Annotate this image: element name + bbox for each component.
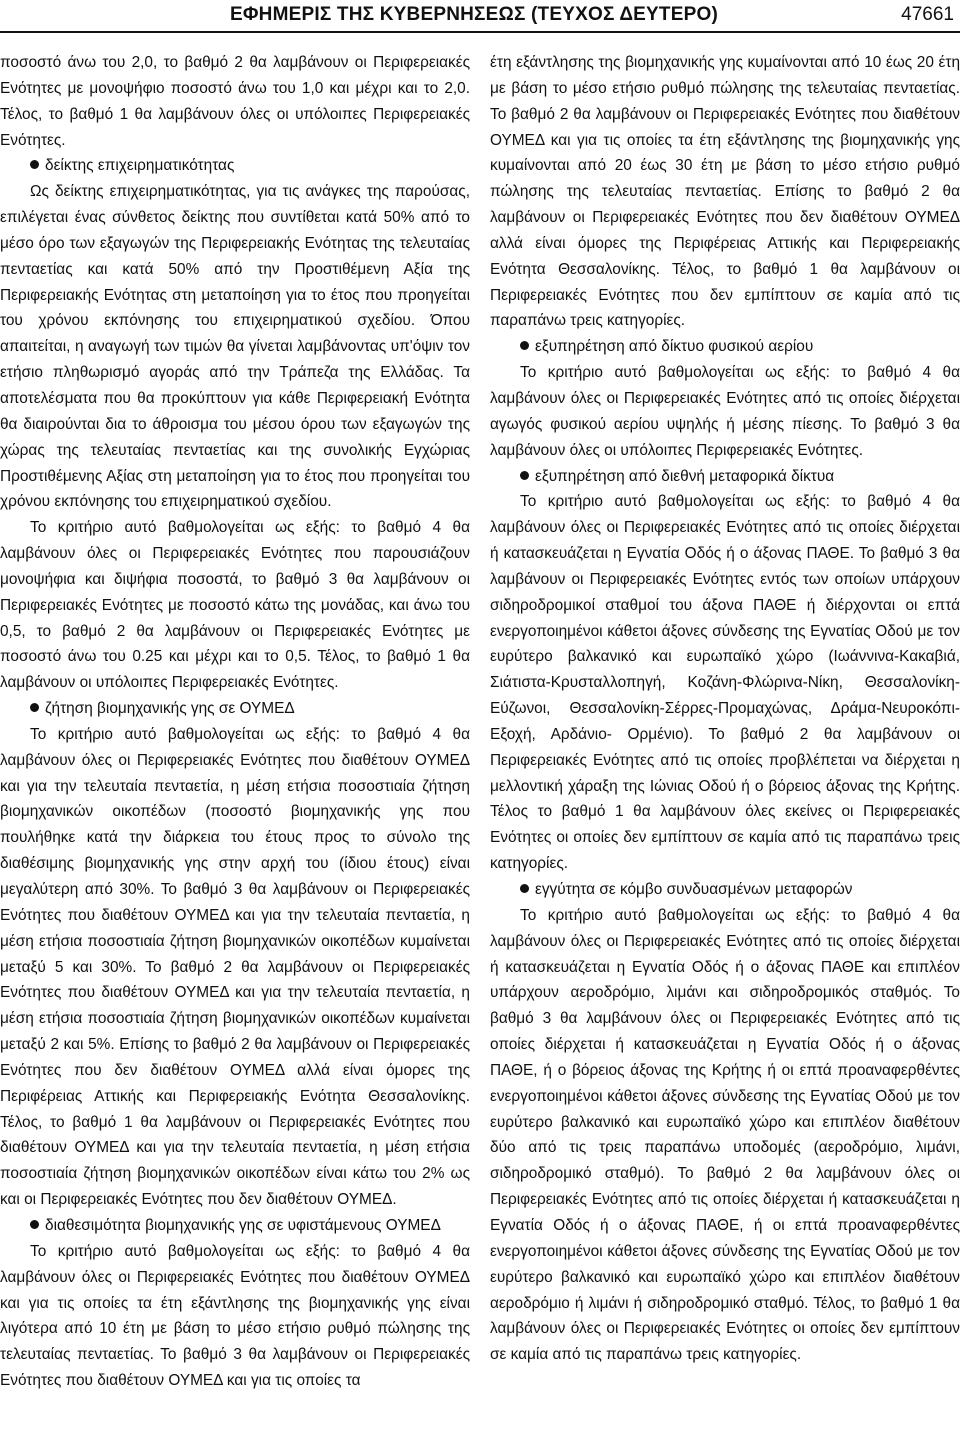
criterion-heading bbox=[0, 1213, 470, 1239]
criterion-heading bbox=[0, 153, 470, 179]
criterion-heading-text: διαθεσιμότητα βιομηχανικής γης σε υφιστάμενους ΟΥΜΕΔ bbox=[45, 1216, 441, 1234]
page-header bbox=[0, 0, 960, 34]
bullet-icon bbox=[30, 160, 39, 169]
right-column bbox=[490, 50, 960, 1368]
body-paragraph: ποσοστό άνω του 2,0, το βαθμό 2 θα λαμβάνουν οι Περιφερειακές Ενότητες με μονοψήφιο ποσοστό άνω του 1,0 και μέχρι και το 2,0. Τέλος, το βαθμό 1 θα λαμβάνουν όλες οι υπόλοιπες Περιφερειακές Ενότητες. bbox=[0, 54, 470, 149]
page-number: 47661 bbox=[901, 4, 954, 25]
bullet-icon bbox=[30, 1220, 39, 1229]
body-paragraph: έτη εξάντλησης της βιομηχανικής γης κυμαίνονται από 10 έως 20 έτη με βάση το μέσο ετήσιο ρυθμό πώλησης της τελευταίας πενταετίας. Το βαθμό 2 θα λαμβάνουν οι Περιφερειακές Ενότητες που διαθέτουν ΟΥΜΕΔ και για τις οποίες τα έτη εξάντλησης της βιομηχανικής γης κυμαίνονται από 20 έως 30 έτη με βάση το μέσο ετήσιο ρυθμό πώλησης της τελευταίας πενταετίας. Επίσης το βαθμό 2 θα λαμβάνουν οι Περιφερειακές Ενότητες που δεν διαθέτουν ΟΥΜΕΔ αλλά είναι όμορες της Περιφέρειας Αττικής και Περιφερειακής Ενότητα Θεσσαλονίκης. Τέλος, το βαθμό 1 θα λαμβάνουν οι Περιφερειακές Ενότητες που δεν εμπίπτουν σε καμία από τις παραπάνω τρεις κατηγορίες. bbox=[490, 54, 960, 330]
body-paragraph: Το κριτήριο αυτό βαθμολογείται ως εξής: το βαθμό 4 θα λαμβάνουν όλες οι Περιφερειακές Ενότητες από τις οποίες διέρχεται αγωγός φυσικού αερίου υψηλής ή μέσης πίεσης. Το βαθμό 3 θα λαμβάνουν όλες οι υπόλοιπες Περιφερειακές Ενότητες. bbox=[490, 364, 960, 459]
gazette-title: ΕΦΗΜΕΡΙΣ ΤΗΣ ΚΥΒΕΡΝΗΣΕΩΣ (ΤΕΥΧΟΣ ΔΕΥΤΕΡΟ) bbox=[230, 4, 718, 25]
criterion-heading bbox=[0, 696, 470, 722]
body-paragraph: Το κριτήριο αυτό βαθμολογείται ως εξής: το βαθμό 4 θα λαμβάνουν όλες οι Περιφερειακές Ενότητες από τις οποίες διέρχεται ή κατασκευάζεται η Εγνατία Οδός ή ο άξονας ΠΑΘΕ. Το βαθμό 3 θα λαμβάνουν οι Περιφερειακές Ενότητες εντός των οποίων υπάρχουν σιδηροδρομικοί σταθμοί του άξονα ΠΑΘΕ ή διέρχονται οι επτά ενεργοποιημένοι κάθετοι άξονες σύνδεσης της Εγνατίας Οδού με τον ευρύτερο βαλκανικό και ευρωπαϊκό χώρο (Ιωάννινα-Κακαβιά, Σιάτιστα-Κρυσταλλοπηγή, Κοζάνη-Φλώρινα-Νίκη, Θεσσαλονίκη-Εύζωνοι, Θεσσαλονίκη-Σέρρες-Προμαχώνας, Δράμα-Νευροκόπι-Εξοχή, Αρδάνιο- Ορμένιο). Το βαθμό 2 θα λαμβάνουν οι Περιφερειακές Ενότητες από τις οποίες προβλέπεται να διέρχεται η μελλοντική χάραξη της Ιώνιας Οδού ή ο βόρειος άξονας της Κρήτης. Τέλος το βαθμό 1 θα λαμβάνουν όλες εκείνες οι Περιφερειακές Ενότητες οι οποίες δεν εμπίπτουν σε καμία από τις παραπάνω τρεις κατηγορίες. bbox=[490, 493, 960, 873]
body-paragraph: Το κριτήριο αυτό βαθμολογείται ως εξής: το βαθμό 4 θα λαμβάνουν όλες οι Περιφερειακές Ενότητες που διαθέτουν ΟΥΜΕΔ και για την τελευταία πενταετία, η μέση ετήσια ποσοστιαία ζήτηση βιομηχανικών οικοπέδων (ποσοστό βιομηχανικής γης που πουλήθηκε κατά την διάρκεια του έτους προς το σύνολο της διαθέσιμης βιομηχανικής γης στην αρχή του (ίδιου έτους) είναι μεγαλύτερη από 30%. Το βαθμό 3 θα λαμβάνουν οι Περιφερειακές Ενότητες που διαθέτουν ΟΥΜΕΔ και για την τελευταία πενταετία, η μέση ετήσια ποσοστιαία ζήτηση βιομηχανικών οικοπέδων κυμαίνεται μεταξύ 5 και 30%. Το βαθμό 2 θα λαμβάνουν οι Περιφερειακές Ενότητες που διαθέτουν ΟΥΜΕΔ και για την τελευταία πενταετία, η μέση ετήσια ποσοστιαία ζήτηση βιομηχανικών οικοπέδων κυμαίνεται μεταξύ 2 και 5%. Επίσης το βαθμό 2 θα λαμβάνουν οι Περιφερειακές Ενότητες που δεν διαθέτουν ΟΥΜΕΔ αλλά είναι όμορες της Περιφέρειας Αττικής και Περιφερειακής Ενότητα Θεσσαλονίκης. Τέλος, το βαθμό 1 θα λαμβάνουν οι Περιφερειακές Ενότητες που διαθέτουν ΟΥΜΕΔ και για την τελευταία πενταετία, η μέση ετήσια ποσοστιαία ζήτηση βιομηχανικών οικοπέδων είναι κάτω του 2% ως και οι Περιφερειακές Ενότητες που δεν διαθέτουν ΟΥΜΕΔ. bbox=[0, 725, 470, 1209]
criterion-heading bbox=[490, 334, 960, 360]
criterion-heading-text: δείκτης επιχειρηματικότητας bbox=[45, 157, 235, 175]
criterion-heading-text: εξυπηρέτηση από διεθνή μεταφορικά δίκτυα bbox=[535, 467, 835, 485]
body-paragraph: Το κριτήριο αυτό βαθμολογείται ως εξής: το βαθμό 4 θα λαμβάνουν όλες οι Περιφερειακές Ενότητες που παρουσιάζουν μονοψήφια και διψήφια ποσοστά, το βαθμό 3 θα λαμβάνουν οι Περιφερειακές Ενότητες με ποσοστό κάτω της μονάδας, και άνω του 0,5, το βαθμό 2 θα λαμβάνουν οι Περιφερειακές Ενότητες με ποσοστό άνω του 0.25 και μέχρι και το 0,5. Τέλος, το βαθμό 1 θα λαμβάνουν οι υπόλοιπες Περιφερειακές Ενότητες. bbox=[0, 519, 470, 692]
bullet-icon bbox=[520, 471, 529, 480]
header-rule bbox=[0, 31, 960, 33]
criterion-heading-text: ζήτηση βιομηχανικής γης σε ΟΥΜΕΔ bbox=[45, 700, 295, 718]
criterion-heading bbox=[490, 877, 960, 903]
bullet-icon bbox=[520, 884, 529, 893]
criterion-heading-text: εγγύτητα σε κόμβο συνδυασμένων μεταφορών bbox=[535, 881, 853, 898]
criterion-heading-text: εξυπηρέτηση από δίκτυο φυσικού αερίου bbox=[535, 338, 814, 356]
bullet-icon bbox=[520, 341, 529, 350]
body-paragraph: Ως δείκτης επιχειρηματικότητας, για τις ανάγκες της παρούσας, επιλέγεται ένας σύνθετος δείκτης που συντίθεται κατά 50% από το μέσο όρο των εξαγωγών της Περιφερειακής Ενότητας της τελευταίας πενταετίας και κατά 50% από την Προστιθέμενη Αξία της Περιφερειακής Ενότητας στη μεταποίηση για το έτος που προηγείται του χρόνου εκπόνησης του επιχειρηματικού σχεδίου. Όπου απαιτείται, η αναγωγή των τιμών θα γίνεται λαμβάνοντας υπ'όψιν τον ετήσιο πληθωρισμό αγοράς από την Τράπεζα της Ελλάδας. Τα αποτελέσματα που θα προκύπτουν για κάθε Περιφερειακή Ενότητα θα διαιρούνται δια το άθροισμα του μέσου όρου των εξαγωγών της χώρας της τελευταίας πενταετίας και της συνολικής Εγχώριας Προστιθέμενης Αξίας στη μεταποίηση για το έτος που προηγείται του χρόνου εκπόνησης του επιχειρηματικού σχεδίου. bbox=[0, 183, 470, 511]
left-column bbox=[0, 50, 470, 1394]
body-paragraph: Το κριτήριο αυτό βαθμολογείται ως εξής: το βαθμό 4 θα λαμβάνουν όλες οι Περιφερειακές Ενότητες από τις οποίες διέρχεται ή κατασκευάζεται η Εγνατία Οδός ή ο άξονας ΠΑΘΕ και επιπλέον υπάρχουν αεροδρόμιο, λιμάνι και σιδηροδρομικός σταθμός. Το βαθμό 3 θα λαμβάνουν όλες οι Περιφερειακές Ενότητες από τις οποίες διέρχεται ή κατασκευάζεται η Εγνατία Οδός ή ο άξονας ΠΑΘΕ, ή ο βόρειος άξονας της Κρήτης ή οι επτά προαναφερθέντες ενεργοποιημένοι κάθετοι άξονες σύνδεσης της Εγνατίας Οδού με τον ευρύτερο βαλκανικό και ευρωπαϊκό χώρο και επιπλέον διαθέτουν δύο από τις τρεις παραπάνω υποδομές (αεροδρόμιο, λιμάνι, σιδηροδρομικό σταθμό). Το βαθμό 2 θα λαμβάνουν όλες οι Περιφερειακές Ενότητες από τις οποίες διέρχεται ή κατασκευάζεται η Εγνατία Οδός ή ο άξονας ΠΑΘΕ, ή οι επτά προαναφερθέντες ενεργοποιημένοι κάθετοι άξονες σύνδεσης της Εγνατίας Οδού με τον ευρύτερο βαλκανικό και ευρωπαϊκό χώρο και επιπλέον διαθέτουν αεροδρόμιο ή λιμάνι ή σιδηροδρομικό σταθμό. Τέλος, το βαθμό 1 θα λαμβάνουν όλες οι Περιφερειακές Ενότητες οι οποίες δεν εμπίπτουν σε καμία από τις παραπάνω τρεις κατηγορίες. bbox=[490, 906, 960, 1364]
body-paragraph: Το κριτήριο αυτό βαθμολογείται ως εξής: το βαθμό 4 θα λαμβάνουν όλες οι Περιφερειακές Ενότητες που διαθέτουν ΟΥΜΕΔ και για τις οποίες τα έτη εξάντλησης της βιομηχανικής γης είναι λιγότερα από 10 έτη με βάση το μέσο ετήσιο ρυθμό πώλησης της τελευταίας πενταετίας. Το βαθμό 3 θα λαμβάνουν οι Περιφερειακές Ενότητες που διαθέτουν ΟΥΜΕΔ και για τις οποίες τα bbox=[0, 1242, 470, 1390]
criterion-heading bbox=[490, 464, 960, 490]
bullet-icon bbox=[30, 703, 39, 712]
